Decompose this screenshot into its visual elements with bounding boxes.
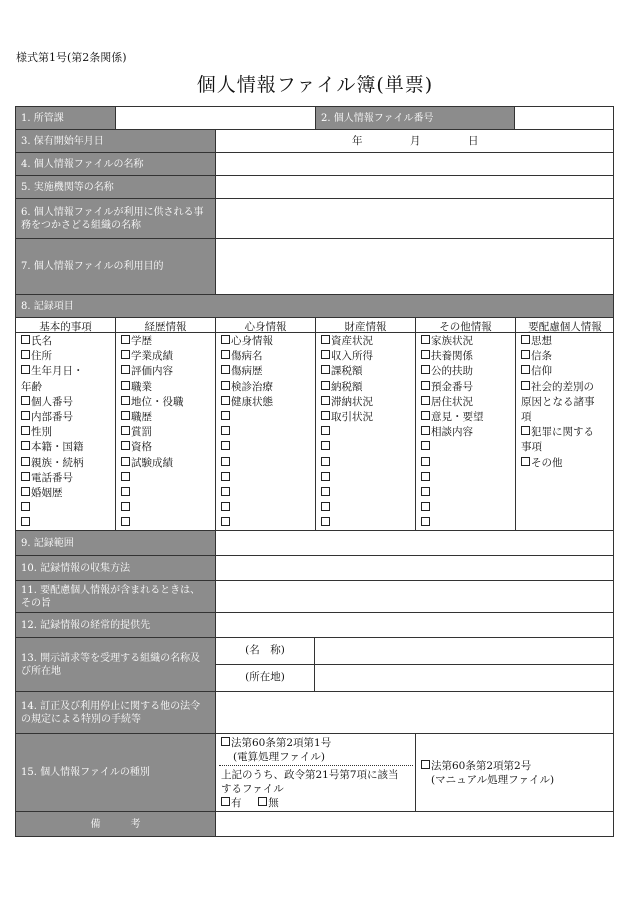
column-header-career: 経歴情報 <box>144 321 187 333</box>
org-name-field[interactable] <box>315 638 613 664</box>
sensitive-info-field[interactable] <box>216 581 613 612</box>
checkbox-item[interactable]: 本籍・国籍 <box>21 440 84 455</box>
checkbox-icon[interactable] <box>321 365 330 374</box>
column-header-sensitive: 要配慮個人情報 <box>528 321 602 333</box>
label-file-type: 15. 個人情報ファイルの種別 <box>16 734 215 811</box>
record-range-field[interactable] <box>216 531 613 555</box>
checkbox-icon[interactable] <box>121 517 130 526</box>
checkbox-icon[interactable] <box>121 411 130 420</box>
date-year-label: 年 <box>352 135 363 147</box>
label-file-number: 2. 個人情報ファイル番号 <box>316 107 514 129</box>
checkbox-item[interactable]: 婚姻歴 <box>21 486 84 501</box>
checkbox-icon[interactable] <box>521 426 530 435</box>
checkbox-icon[interactable] <box>21 441 30 450</box>
purpose-field[interactable] <box>216 239 613 294</box>
checkbox-item[interactable]: 社会的差別の <box>521 380 595 395</box>
checkbox-item[interactable] <box>321 456 373 471</box>
checkbox-icon[interactable] <box>421 760 430 769</box>
checkbox-icon[interactable] <box>121 441 130 450</box>
checkbox-icon[interactable] <box>421 426 430 435</box>
checkbox-item[interactable]: 試験成績 <box>121 456 184 471</box>
checkbox-item[interactable] <box>421 486 484 501</box>
checkbox-item[interactable] <box>421 440 484 455</box>
label-start-date: 3. 保有開始年月日 <box>16 130 215 152</box>
checkbox-icon[interactable] <box>421 517 430 526</box>
label-record-items: 8. 記録項目 <box>16 295 613 317</box>
checkbox-icon[interactable] <box>221 350 230 359</box>
checkbox-item[interactable]: 資産状況 <box>321 334 373 349</box>
checkbox-item[interactable] <box>321 486 373 501</box>
checkbox-item[interactable]: 傷病歴 <box>221 364 273 379</box>
label-special-procedures: 14. 訂正及び利用停止に関する他の法令の規定による特別の手続等 <box>16 692 215 733</box>
checkbox-item[interactable] <box>221 410 273 425</box>
checkbox-icon[interactable] <box>421 381 430 390</box>
checkbox-item[interactable] <box>221 501 273 516</box>
checkbox-item[interactable]: 資格 <box>121 440 184 455</box>
checkbox-item[interactable]: 信条 <box>521 349 595 364</box>
checkbox-item[interactable]: 検診治療 <box>221 380 273 395</box>
checkbox-item[interactable]: その他 <box>521 456 595 471</box>
ordinance-yes-no <box>221 796 279 810</box>
checkbox-icon[interactable] <box>21 335 30 344</box>
checkbox-icon[interactable] <box>321 517 330 526</box>
checkbox-item[interactable]: 居住状況 <box>421 395 484 410</box>
checkbox-icon[interactable] <box>521 365 530 374</box>
checkbox-icon[interactable] <box>421 411 430 420</box>
checkbox-icon[interactable] <box>321 457 330 466</box>
start-date-field[interactable] <box>216 130 613 152</box>
checkbox-item[interactable]: 相談内容 <box>421 425 484 440</box>
checkbox-icon[interactable] <box>21 502 30 511</box>
checkbox-icon[interactable] <box>321 426 330 435</box>
checkbox-icon[interactable] <box>21 426 30 435</box>
checkbox-icon[interactable] <box>21 487 30 496</box>
checkbox-icon[interactable] <box>221 411 230 420</box>
checkbox-icon[interactable] <box>21 365 30 374</box>
checkbox-item[interactable] <box>221 456 273 471</box>
date-day-label: 日 <box>468 135 479 147</box>
checkbox-item[interactable]: 住所 <box>21 349 84 364</box>
checkbox-icon[interactable] <box>21 457 30 466</box>
label-organization: 6. 個人情報ファイルが利用に供される事務をつかさどる組織の名称 <box>16 199 215 238</box>
checkbox-item[interactable] <box>321 440 373 455</box>
column-header-basic: 基本的事項 <box>39 321 92 333</box>
checkbox-icon[interactable] <box>221 335 230 344</box>
checkbox-item-continued: 年齢 <box>21 380 42 393</box>
org-address-field[interactable] <box>315 665 613 691</box>
type-manual-option[interactable]: 法第60条第2項第2号 <box>421 759 531 773</box>
checkbox-item[interactable]: 公的扶助 <box>421 364 484 379</box>
checkbox-item[interactable]: 電話番号 <box>21 471 84 486</box>
checkbox-icon[interactable] <box>221 396 230 405</box>
regular-recipients-field[interactable] <box>216 613 613 637</box>
agency-name-field[interactable] <box>216 176 613 198</box>
checkbox-icon[interactable] <box>221 517 230 526</box>
checkbox-item[interactable] <box>121 516 184 531</box>
checkbox-icon[interactable] <box>521 457 530 466</box>
checkbox-icon[interactable] <box>321 472 330 481</box>
record-column-sensitive <box>521 334 595 471</box>
checkbox-item-continued: 項 <box>521 411 532 424</box>
checkbox-icon[interactable] <box>321 441 330 450</box>
checkbox-icon[interactable] <box>121 350 130 359</box>
checkbox-item[interactable] <box>121 501 184 516</box>
label-agency-name: 5. 実施機関等の名称 <box>16 176 215 198</box>
record-column-property <box>321 334 373 532</box>
checkbox-item[interactable]: 課税額 <box>321 364 373 379</box>
label-file-name: 4. 個人情報ファイルの名称 <box>16 153 215 175</box>
checkbox-item[interactable] <box>321 501 373 516</box>
form-number-note: 様式第1号(第2条関係) <box>16 51 127 64</box>
page-title: 個人情報ファイル簿(単票) <box>196 74 434 96</box>
label-disclosure-organization: 13. 開示請求等を受理する組織の名称及び所在地 <box>16 638 215 691</box>
type-computer-note: (電算処理ファイル) <box>233 751 325 763</box>
checkbox-item[interactable]: 評価内容 <box>121 364 184 379</box>
label-purpose: 7. 個人情報ファイルの利用目的 <box>16 239 215 294</box>
column-header-other: その他情報 <box>439 321 492 333</box>
checkbox-icon[interactable] <box>21 396 30 405</box>
checkbox-item[interactable] <box>421 501 484 516</box>
checkbox-item[interactable] <box>21 501 84 516</box>
checkbox-item[interactable] <box>321 425 373 440</box>
checkbox-icon[interactable] <box>421 472 430 481</box>
checkbox-icon[interactable] <box>221 797 230 806</box>
checkbox-icon[interactable] <box>421 487 430 496</box>
checkbox-item[interactable] <box>421 471 484 486</box>
label-collection-method: 10. 記録情報の収集方法 <box>16 556 215 580</box>
checkbox-item[interactable]: 預金番号 <box>421 380 484 395</box>
checkbox-icon[interactable] <box>121 457 130 466</box>
column-header-property: 財産情報 <box>344 321 387 333</box>
checkbox-icon[interactable] <box>21 472 30 481</box>
checkbox-item[interactable] <box>421 516 484 531</box>
checkbox-icon[interactable] <box>221 737 230 746</box>
checkbox-item[interactable]: 職歴 <box>121 410 184 425</box>
organization-field[interactable] <box>216 199 613 238</box>
yes-option[interactable]: 有 <box>221 797 242 809</box>
checkbox-icon[interactable] <box>121 502 130 511</box>
checkbox-item[interactable] <box>321 516 373 531</box>
checkbox-icon[interactable] <box>121 335 130 344</box>
ordinance-text-line1: 上記のうち、政令第21号第7項に該当 <box>221 769 399 781</box>
checkbox-item[interactable] <box>121 486 184 501</box>
checkbox-item[interactable]: 意見・要望 <box>421 410 484 425</box>
checkbox-item[interactable]: 納税額 <box>321 380 373 395</box>
checkbox-item[interactable]: 地位・役職 <box>121 395 184 410</box>
checkbox-item-continued: 事項 <box>521 441 542 454</box>
checkbox-icon[interactable] <box>221 457 230 466</box>
checkbox-item[interactable]: 収入所得 <box>321 349 373 364</box>
checkbox-item[interactable]: 職業 <box>121 380 184 395</box>
checkbox-item[interactable]: 親族・続柄 <box>21 456 84 471</box>
checkbox-item[interactable]: 取引状況 <box>321 410 373 425</box>
label-regular-recipients: 12. 記録情報の経常的提供先 <box>16 613 215 637</box>
checkbox-item[interactable] <box>221 486 273 501</box>
checkbox-item[interactable]: 個人番号 <box>21 395 84 410</box>
checkbox-icon[interactable] <box>521 381 530 390</box>
checkbox-icon[interactable] <box>121 487 130 496</box>
checkbox-item[interactable]: 内部番号 <box>21 410 84 425</box>
checkbox-item[interactable]: 学業成績 <box>121 349 184 364</box>
checkbox-item[interactable]: 信仰 <box>521 364 595 379</box>
ordinance-text-line2: するファイル <box>221 783 284 795</box>
checkbox-icon[interactable] <box>221 502 230 511</box>
label-sensitive-info: 11. 要配慮個人情報が含まれるときは、その旨 <box>16 581 215 612</box>
checkbox-item[interactable]: 扶養関係 <box>421 349 484 364</box>
checkbox-icon[interactable] <box>321 411 330 420</box>
file-name-field[interactable] <box>216 153 613 175</box>
checkbox-icon[interactable] <box>421 350 430 359</box>
checkbox-icon[interactable] <box>21 411 30 420</box>
checkbox-item[interactable]: 家族状況 <box>421 334 484 349</box>
type-manual-note: (マニュアル処理ファイル) <box>431 774 555 786</box>
no-option[interactable]: 無 <box>258 797 279 809</box>
date-month-label: 月 <box>410 135 421 147</box>
checkbox-icon[interactable] <box>221 487 230 496</box>
checkbox-icon[interactable] <box>121 365 130 374</box>
checkbox-item[interactable]: 健康状態 <box>221 395 273 410</box>
org-address-label: (所在地) <box>245 671 285 683</box>
org-name-label: (名 称) <box>245 644 285 656</box>
checkbox-icon[interactable] <box>521 350 530 359</box>
checkbox-icon[interactable] <box>221 381 230 390</box>
file-number-field[interactable] <box>515 107 613 129</box>
checkbox-item[interactable]: 氏名 <box>21 334 84 349</box>
checkbox-item[interactable]: 学歴 <box>121 334 184 349</box>
checkbox-item[interactable] <box>221 425 273 440</box>
remarks-field[interactable] <box>216 812 613 836</box>
department-field[interactable] <box>116 107 315 129</box>
checkbox-icon[interactable] <box>421 502 430 511</box>
column-header-physical: 心身情報 <box>244 321 287 333</box>
checkbox-icon[interactable] <box>421 396 430 405</box>
checkbox-item[interactable] <box>321 471 373 486</box>
checkbox-icon[interactable] <box>21 517 30 526</box>
checkbox-item[interactable] <box>21 516 84 531</box>
label-record-range: 9. 記録範囲 <box>16 531 215 555</box>
checkbox-icon[interactable] <box>221 426 230 435</box>
checkbox-icon[interactable] <box>321 350 330 359</box>
checkbox-icon[interactable] <box>258 797 267 806</box>
record-column-basic <box>21 334 84 532</box>
label-remarks: 備 考 <box>16 812 215 836</box>
checkbox-item-continued: 原因となる諸事 <box>521 395 595 408</box>
record-column-physical <box>221 334 273 532</box>
checkbox-icon[interactable] <box>121 472 130 481</box>
special-procedures-field[interactable] <box>216 692 613 733</box>
checkbox-icon[interactable] <box>221 472 230 481</box>
checkbox-icon[interactable] <box>321 396 330 405</box>
checkbox-icon[interactable] <box>321 381 330 390</box>
record-column-career <box>121 334 184 532</box>
checkbox-item[interactable] <box>221 471 273 486</box>
checkbox-item[interactable]: 賞罰 <box>121 425 184 440</box>
checkbox-item[interactable] <box>121 471 184 486</box>
checkbox-icon[interactable] <box>421 441 430 450</box>
checkbox-icon[interactable] <box>221 365 230 374</box>
checkbox-icon[interactable] <box>221 441 230 450</box>
checkbox-icon[interactable] <box>321 335 330 344</box>
checkbox-item[interactable]: 心身情報 <box>221 334 273 349</box>
checkbox-icon[interactable] <box>121 426 130 435</box>
checkbox-icon[interactable] <box>121 396 130 405</box>
checkbox-item[interactable]: 傷病名 <box>221 349 273 364</box>
type-computer-option[interactable]: 法第60条第2項第1号 <box>221 736 331 750</box>
record-column-other <box>421 334 484 532</box>
checkbox-item[interactable] <box>221 516 273 531</box>
checkbox-icon[interactable] <box>421 457 430 466</box>
checkbox-item[interactable]: 性別 <box>21 425 84 440</box>
checkbox-item[interactable] <box>221 440 273 455</box>
checkbox-icon[interactable] <box>521 335 530 344</box>
checkbox-icon[interactable] <box>321 487 330 496</box>
checkbox-icon[interactable] <box>421 365 430 374</box>
checkbox-item[interactable]: 思想 <box>521 334 595 349</box>
checkbox-item[interactable]: 滞納状況 <box>321 395 373 410</box>
checkbox-item[interactable]: 犯罪に関する <box>521 425 595 440</box>
checkbox-icon[interactable] <box>421 335 430 344</box>
checkbox-item[interactable]: 生年月日・ <box>21 364 84 379</box>
checkbox-icon[interactable] <box>121 381 130 390</box>
label-department: 1. 所管課 <box>16 107 115 129</box>
checkbox-icon[interactable] <box>21 350 30 359</box>
checkbox-item[interactable] <box>421 456 484 471</box>
collection-method-field[interactable] <box>216 556 613 580</box>
checkbox-icon[interactable] <box>321 502 330 511</box>
